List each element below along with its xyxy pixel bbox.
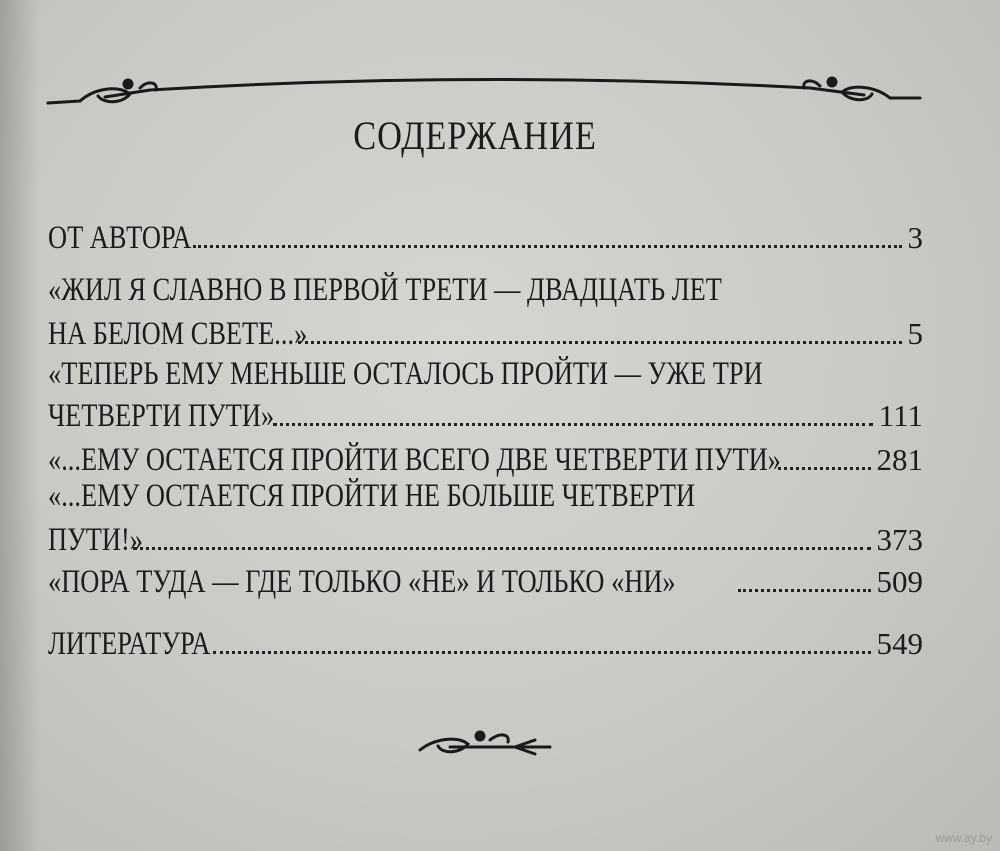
- toc-entry-title: «...ЕМУ ОСТАЕТСЯ ПРОЙТИ ВСЕГО ДВЕ ЧЕТВЕРТИ ПУТИ»: [48, 442, 781, 478]
- toc-entry-title-continued: ЧЕТВЕРТИ ПУТИ»: [48, 398, 275, 434]
- page-number: 549: [876, 626, 923, 661]
- dot-leader: [778, 467, 871, 470]
- dot-leader: [133, 547, 871, 550]
- toc-entry-title-continued: ПУТИ!»: [48, 522, 143, 558]
- bottom-ornament: [410, 720, 570, 770]
- toc-entry: [48, 220, 923, 257]
- page-number: 3: [907, 220, 923, 255]
- page-title: СОДЕРЖАНИЕ: [353, 113, 597, 158]
- toc-entry-title: ЛИТЕРАТУРА: [48, 626, 211, 662]
- page-number: 281: [876, 442, 923, 477]
- top-ornament: [0, 0, 1000, 120]
- page-number: 5: [907, 316, 923, 351]
- dot-leader: [193, 245, 902, 248]
- toc-entry-title: ОТ АВТОРА: [48, 220, 192, 256]
- page-number: 111: [878, 398, 923, 433]
- toc-entry: [48, 564, 923, 601]
- page-number: 509: [876, 564, 923, 599]
- toc-entry-title: «...ЕМУ ОСТАЕТСЯ ПРОЙТИ НЕ БОЛЬШЕ ЧЕТВЕРТИ: [48, 478, 696, 514]
- watermark: www.ay.by: [935, 831, 992, 845]
- toc-entry: [48, 626, 923, 663]
- toc-entry-title-continued: НА БЕЛОМ СВЕТЕ...»: [48, 316, 308, 352]
- dot-leader: [213, 651, 871, 654]
- toc-entry: [48, 522, 923, 559]
- dot-leader: [738, 589, 871, 592]
- toc-entry-title: «ПОРА ТУДА — ГДЕ ТОЛЬКО «НЕ» И ТОЛЬКО «НИ»: [48, 564, 676, 600]
- toc-entry: [48, 316, 923, 353]
- dot-leader: [298, 341, 902, 344]
- page-edge-shadow: [0, 0, 40, 851]
- page-number: 373: [876, 522, 923, 557]
- toc-entry: [48, 442, 923, 479]
- dot-leader: [273, 423, 873, 426]
- toc-entry-title: «ЖИЛ Я СЛАВНО В ПЕРВОЙ ТРЕТИ — ДВАДЦАТЬ ЛЕТ: [48, 272, 722, 308]
- toc-entry-title: «ТЕПЕРЬ ЕМУ МЕНЬШЕ ОСТАЛОСЬ ПРОЙТИ — УЖЕ ТРИ: [48, 356, 763, 392]
- toc-entry: [48, 398, 923, 435]
